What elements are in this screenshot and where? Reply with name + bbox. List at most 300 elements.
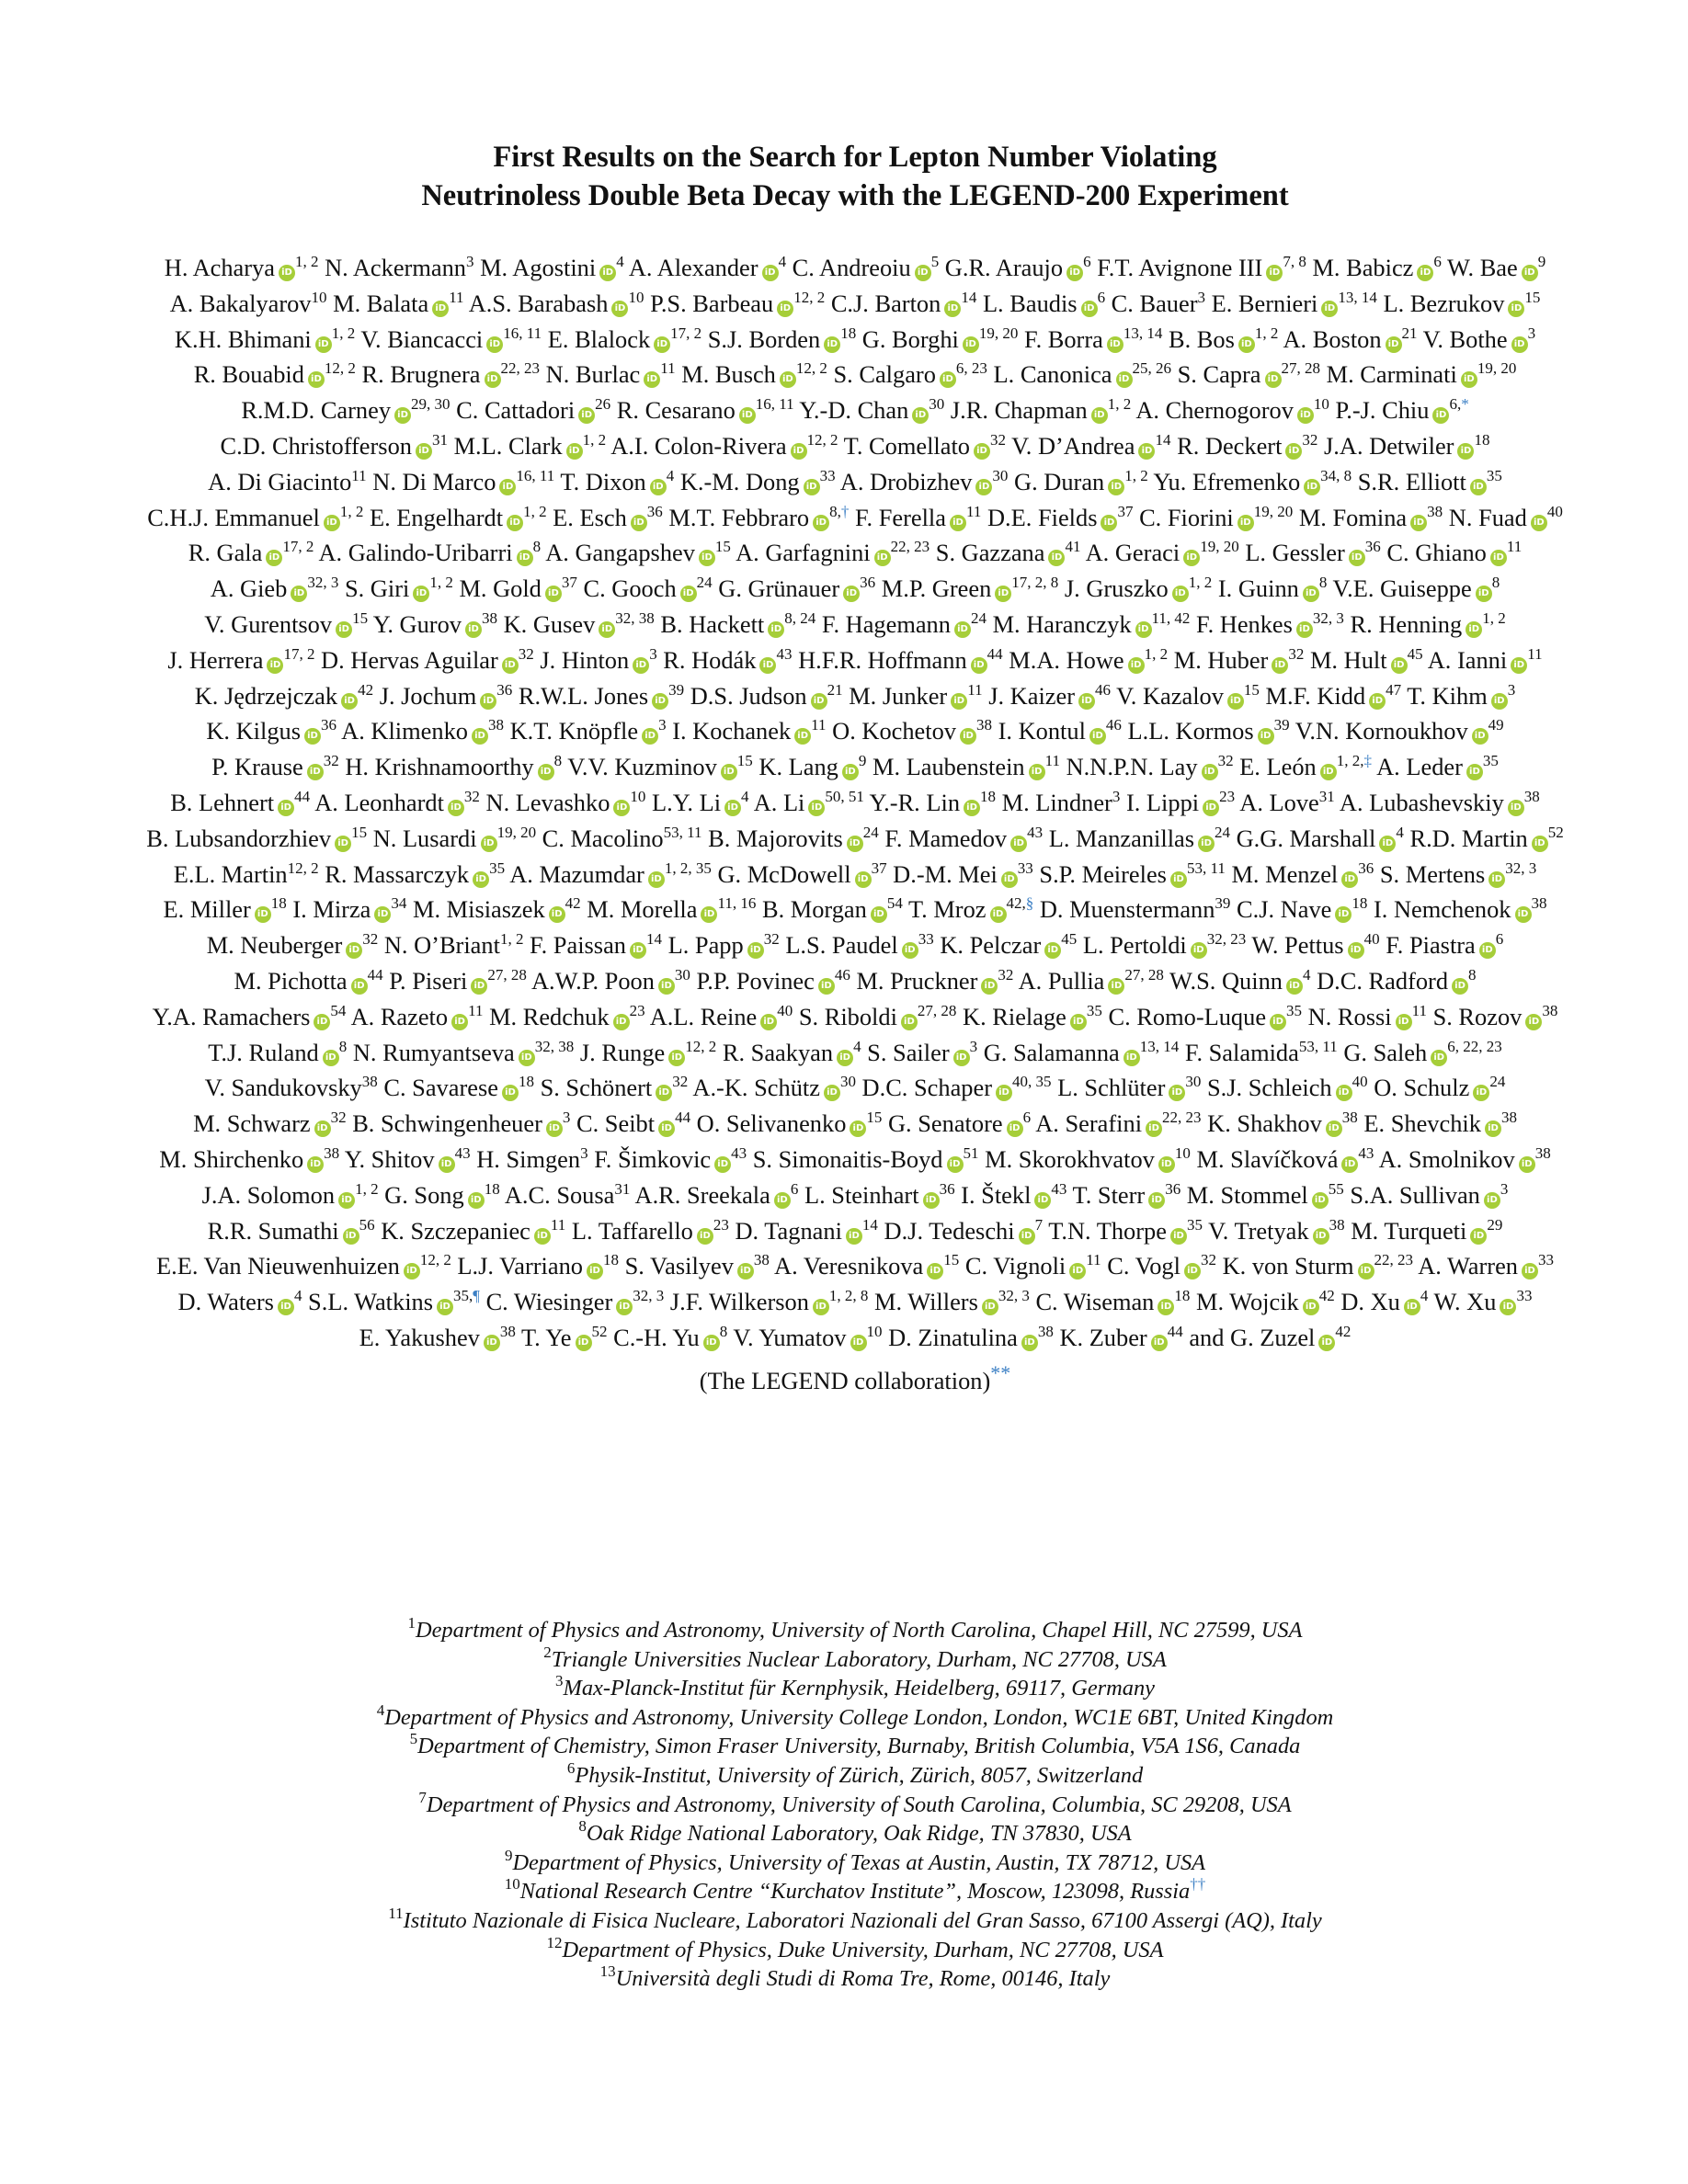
orcid-icon[interactable]: iD: [780, 371, 796, 388]
orcid-icon[interactable]: iD: [1266, 265, 1283, 281]
orcid-icon[interactable]: iD: [1108, 479, 1124, 495]
orcid-icon[interactable]: iD: [451, 1014, 468, 1030]
author-entry: [660, 610, 815, 638]
orcid-icon[interactable]: iD: [1484, 1192, 1500, 1209]
orcid-icon[interactable]: iD: [1034, 1192, 1051, 1209]
orcid-icon[interactable]: iD: [472, 728, 488, 745]
orcid-icon[interactable]: iD: [971, 657, 987, 674]
orcid-icon[interactable]: iD: [549, 906, 565, 923]
orcid-icon[interactable]: iD: [630, 942, 646, 959]
orcid-icon[interactable]: iD: [1001, 871, 1018, 888]
orcid-icon[interactable]: iD: [923, 1192, 940, 1209]
orcid-icon[interactable]: iD: [1191, 942, 1207, 959]
orcid-icon[interactable]: iD: [314, 1120, 331, 1137]
orcid-icon[interactable]: iD: [697, 1228, 713, 1245]
author-entry: [170, 789, 310, 816]
author-name: A. Serafini: [1035, 1109, 1143, 1138]
orcid-icon[interactable]: iD: [566, 443, 583, 460]
orcid-icon[interactable]: iD: [335, 836, 351, 852]
orcid-icon[interactable]: iD: [338, 1192, 355, 1209]
orcid-icon[interactable]: iD: [473, 871, 489, 888]
orcid-icon[interactable]: iD: [1029, 764, 1045, 780]
orcid-icon[interactable]: iD: [1069, 1263, 1086, 1280]
orcid-icon[interactable]: iD: [1508, 301, 1524, 317]
orcid-icon[interactable]: iD: [1183, 550, 1200, 566]
author-name: M. Lindner: [1001, 788, 1112, 816]
orcid-icon[interactable]: iD: [343, 1228, 359, 1245]
orcid-icon[interactable]: iD: [940, 371, 956, 388]
affiliation-index: 13, 14: [1338, 288, 1377, 306]
author-entry: [1324, 432, 1489, 460]
affiliation-entry: [147, 1732, 1563, 1761]
orcid-icon[interactable]: iD: [485, 371, 501, 388]
orcid-icon[interactable]: iD: [1369, 693, 1386, 710]
orcid-icon[interactable]: iD: [1500, 1299, 1516, 1315]
orcid-icon[interactable]: iD: [507, 515, 523, 531]
orcid-icon[interactable]: iD: [947, 1156, 964, 1173]
collaboration-footnote-mark[interactable]: **: [990, 1360, 1011, 1384]
orcid-icon[interactable]: iD: [1089, 728, 1106, 745]
orcid-icon[interactable]: iD: [656, 1085, 672, 1101]
orcid-icon[interactable]: iD: [760, 1014, 777, 1030]
orcid-icon[interactable]: iD: [267, 657, 283, 674]
orcid-icon[interactable]: iD: [1313, 1228, 1329, 1245]
orcid-icon[interactable]: iD: [1044, 942, 1061, 959]
orcid-icon[interactable]: iD: [480, 693, 496, 710]
orcid-icon[interactable]: iD: [538, 764, 554, 780]
orcid-icon[interactable]: iD: [1320, 764, 1337, 780]
orcid-icon[interactable]: iD: [1348, 942, 1364, 959]
orcid-icon[interactable]: iD: [1158, 1299, 1174, 1315]
author-name: T.N. Thorpe: [1048, 1216, 1167, 1245]
orcid-icon[interactable]: iD: [1472, 728, 1488, 745]
orcid-icon[interactable]: iD: [768, 621, 784, 638]
orcid-icon[interactable]: iD: [990, 906, 1007, 923]
orcid-icon[interactable]: iD: [759, 657, 776, 674]
footnote-mark[interactable]: ††: [1190, 1875, 1206, 1894]
orcid-icon[interactable]: iD: [611, 301, 628, 317]
affiliation-index: 42: [358, 680, 374, 699]
orcid-icon[interactable]: iD: [850, 1335, 867, 1351]
orcid-icon[interactable]: iD: [1485, 1120, 1501, 1137]
orcid-icon[interactable]: iD: [341, 693, 358, 710]
orcid-icon[interactable]: iD: [1466, 764, 1483, 780]
orcid-icon[interactable]: iD: [468, 1192, 485, 1209]
orcid-icon[interactable]: iD: [1158, 1156, 1175, 1173]
author-entry: [736, 1217, 878, 1245]
orcid-icon[interactable]: iD: [1270, 1014, 1286, 1030]
author-list: [145, 250, 1565, 1398]
orcid-icon[interactable]: iD: [847, 836, 863, 852]
orcid-icon[interactable]: iD: [481, 836, 497, 852]
orcid-icon[interactable]: iD: [439, 1156, 455, 1173]
author-name: F. Ferella: [854, 503, 946, 531]
author-entry: [870, 789, 997, 816]
orcid-icon[interactable]: iD: [794, 728, 811, 745]
orcid-icon[interactable]: iD: [546, 1120, 563, 1137]
orcid-icon[interactable]: iD: [1138, 443, 1155, 460]
orcid-icon[interactable]: iD: [818, 978, 835, 995]
orcid-icon[interactable]: iD: [927, 1263, 943, 1280]
orcid-icon[interactable]: iD: [1286, 978, 1303, 995]
orcid-icon[interactable]: iD: [1303, 586, 1319, 602]
orcid-icon[interactable]: iD: [633, 657, 649, 674]
orcid-icon[interactable]: iD: [1081, 301, 1098, 317]
orcid-icon[interactable]: iD: [486, 336, 503, 353]
orcid-icon[interactable]: iD: [846, 1228, 862, 1245]
orcid-icon[interactable]: iD: [658, 1120, 675, 1137]
orcid-icon[interactable]: iD: [519, 1050, 535, 1066]
orcid-icon[interactable]: iD: [255, 906, 271, 923]
orcid-icon[interactable]: iD: [808, 800, 825, 816]
footnote-mark[interactable]: ¶: [473, 1287, 480, 1305]
orcid-icon[interactable]: iD: [323, 1050, 339, 1066]
orcid-icon[interactable]: iD: [576, 1335, 592, 1351]
orcid-icon[interactable]: iD: [981, 978, 998, 995]
orcid-icon[interactable]: iD: [960, 728, 976, 745]
orcid-icon[interactable]: iD: [502, 1085, 519, 1101]
orcid-icon[interactable]: iD: [1511, 657, 1527, 674]
orcid-icon[interactable]: iD: [471, 978, 487, 995]
orcid-icon[interactable]: iD: [1457, 443, 1474, 460]
orcid-icon[interactable]: iD: [648, 871, 665, 888]
footnote-mark[interactable]: *: [1461, 395, 1469, 414]
orcid-icon[interactable]: iD: [307, 1156, 324, 1173]
orcid-icon[interactable]: iD: [1519, 1156, 1535, 1173]
orcid-icon[interactable]: iD: [1170, 1228, 1187, 1245]
orcid-icon[interactable]: iD: [1522, 265, 1538, 281]
orcid-icon[interactable]: iD: [448, 800, 464, 816]
affiliation-index: 3: [465, 253, 474, 270]
orcid-icon[interactable]: iD: [874, 550, 891, 566]
orcid-icon[interactable]: iD: [1238, 336, 1255, 353]
orcid-icon[interactable]: iD: [975, 479, 992, 495]
author-name: Y. Gurov: [372, 609, 462, 638]
orcid-icon[interactable]: iD: [1265, 371, 1282, 388]
orcid-icon[interactable]: iD: [915, 265, 931, 281]
orcid-icon[interactable]: iD: [995, 586, 1011, 602]
orcid-icon[interactable]: iD: [1285, 443, 1302, 460]
orcid-icon[interactable]: iD: [1452, 978, 1468, 995]
orcid-icon[interactable]: iD: [680, 586, 697, 602]
orcid-icon[interactable]: iD: [703, 1335, 720, 1351]
orcid-icon[interactable]: iD: [1431, 1050, 1447, 1066]
orcid-icon[interactable]: iD: [954, 621, 971, 638]
affiliation-index: 15: [736, 752, 753, 770]
orcid-icon[interactable]: iD: [1391, 657, 1408, 674]
orcid-icon[interactable]: iD: [668, 1050, 685, 1066]
orcid-icon[interactable]: iD: [944, 301, 961, 317]
orcid-icon[interactable]: iD: [324, 515, 340, 531]
orcid-icon[interactable]: iD: [336, 621, 352, 638]
orcid-icon[interactable]: iD: [777, 301, 793, 317]
orcid-icon[interactable]: iD: [1146, 1120, 1162, 1137]
orcid-icon[interactable]: iD: [1341, 1156, 1358, 1173]
orcid-icon[interactable]: iD: [644, 371, 660, 388]
affiliation-index: 23: [629, 1001, 645, 1019]
affiliation-index: 18: [1352, 894, 1368, 913]
orcid-icon[interactable]: iD: [714, 1156, 731, 1173]
orcid-icon[interactable]: iD: [1488, 871, 1505, 888]
orcid-icon[interactable]: iD: [901, 1014, 918, 1030]
orcid-icon[interactable]: iD: [1169, 1085, 1185, 1101]
orcid-icon[interactable]: iD: [1107, 336, 1123, 353]
orcid-icon[interactable]: iD: [1272, 657, 1288, 674]
orcid-icon[interactable]: iD: [1466, 621, 1482, 638]
orcid-icon[interactable]: iD: [824, 336, 840, 353]
orcid-icon[interactable]: iD: [721, 764, 737, 780]
orcid-icon[interactable]: iD: [502, 657, 519, 674]
orcid-icon[interactable]: iD: [1172, 586, 1189, 602]
orcid-icon[interactable]: iD: [1237, 515, 1254, 531]
affiliation-index: 44: [1167, 1322, 1183, 1340]
orcid-icon[interactable]: iD: [1227, 693, 1244, 710]
orcid-icon[interactable]: iD: [950, 515, 966, 531]
orcid-icon[interactable]: iD: [1473, 1085, 1489, 1101]
orcid-icon[interactable]: iD: [1476, 586, 1492, 602]
orcid-icon[interactable]: iD: [912, 407, 929, 424]
orcid-icon[interactable]: iD: [315, 336, 332, 353]
orcid-icon[interactable]: iD: [346, 942, 362, 959]
orcid-icon[interactable]: iD: [964, 800, 980, 816]
orcid-icon[interactable]: iD: [963, 336, 979, 353]
orcid-icon[interactable]: iD: [1410, 515, 1427, 531]
affiliation-index: 27, 28: [1281, 359, 1320, 378]
orcid-icon[interactable]: iD: [1148, 1192, 1165, 1209]
orcid-icon[interactable]: iD: [1108, 978, 1124, 995]
orcid-icon[interactable]: iD: [1479, 942, 1496, 959]
orcid-icon[interactable]: iD: [701, 906, 717, 923]
orcid-icon[interactable]: iD: [413, 586, 429, 602]
orcid-icon[interactable]: iD: [437, 1299, 453, 1315]
orcid-icon[interactable]: iD: [1135, 621, 1152, 638]
orcid-icon[interactable]: iD: [1007, 1120, 1023, 1137]
orcid-icon[interactable]: iD: [616, 1299, 633, 1315]
orcid-icon[interactable]: iD: [1515, 906, 1532, 923]
orcid-icon[interactable]: iD: [1531, 515, 1547, 531]
affiliation-index: 24: [862, 823, 879, 841]
orcid-icon[interactable]: iD: [1321, 301, 1338, 317]
orcid-icon[interactable]: iD: [1116, 371, 1133, 388]
orcid-icon[interactable]: iD: [762, 265, 779, 281]
orcid-icon[interactable]: iD: [650, 479, 667, 495]
orcid-icon[interactable]: iD: [291, 586, 307, 602]
author-entry: [1434, 1288, 1533, 1315]
orcid-icon[interactable]: iD: [1258, 728, 1274, 745]
author-entry: [1212, 290, 1377, 317]
author-name: F.T. Avignone III: [1097, 254, 1263, 281]
affiliation-index: 6, 22, 23: [1447, 1037, 1502, 1055]
orcid-icon[interactable]: iD: [1312, 1192, 1329, 1209]
footnote-mark[interactable]: §: [1025, 894, 1034, 913]
orcid-icon[interactable]: iD: [951, 693, 967, 710]
orcid-icon[interactable]: iD: [902, 942, 918, 959]
orcid-icon[interactable]: iD: [1078, 693, 1095, 710]
orcid-icon[interactable]: iD: [1336, 1085, 1352, 1101]
orcid-icon[interactable]: iD: [416, 443, 432, 460]
orcid-icon[interactable]: iD: [699, 550, 715, 566]
footnote-mark[interactable]: ‡: [1363, 752, 1372, 770]
orcid-icon[interactable]: iD: [1184, 1263, 1201, 1280]
orcid-icon[interactable]: iD: [1304, 479, 1320, 495]
orcid-icon[interactable]: iD: [1123, 1050, 1140, 1066]
orcid-icon[interactable]: iD: [871, 906, 887, 923]
orcid-icon[interactable]: iD: [404, 1263, 420, 1280]
footnote-mark[interactable]: †: [840, 502, 850, 520]
orcid-icon[interactable]: iD: [1379, 836, 1396, 852]
orcid-icon[interactable]: iD: [499, 479, 516, 495]
affiliation-index: 1, 2, 35: [664, 859, 712, 877]
author-entry: [234, 967, 382, 995]
orcid-icon[interactable]: iD: [266, 550, 282, 566]
orcid-icon[interactable]: iD: [837, 1050, 853, 1066]
orcid-icon[interactable]: iD: [1303, 1299, 1319, 1315]
orcid-icon[interactable]: iD: [739, 407, 756, 424]
orcid-icon[interactable]: iD: [1198, 836, 1215, 852]
orcid-icon[interactable]: iD: [1202, 764, 1218, 780]
author-name: C. Seibt: [576, 1109, 656, 1138]
orcid-icon[interactable]: iD: [747, 942, 764, 959]
orcid-icon[interactable]: iD: [587, 1263, 603, 1280]
author-name: E. Esch: [553, 503, 627, 531]
affiliation-index: 4: [741, 787, 749, 805]
orcid-icon[interactable]: iD: [1341, 871, 1358, 888]
orcid-icon[interactable]: iD: [517, 550, 533, 566]
orcid-icon[interactable]: iD: [351, 978, 368, 995]
orcid-icon[interactable]: iD: [737, 1263, 754, 1280]
orcid-icon[interactable]: iD: [613, 1014, 630, 1030]
orcid-icon[interactable]: iD: [1326, 1120, 1342, 1137]
author-name: M. Schwarz: [193, 1109, 311, 1138]
orcid-icon[interactable]: iD: [1318, 1335, 1335, 1351]
orcid-icon[interactable]: iD: [1349, 550, 1365, 566]
orcid-icon[interactable]: iD: [308, 371, 325, 388]
orcid-icon[interactable]: iD: [1358, 1263, 1374, 1280]
orcid-icon[interactable]: iD: [1091, 407, 1108, 424]
orcid-icon[interactable]: iD: [813, 515, 829, 531]
orcid-icon[interactable]: iD: [953, 1050, 970, 1066]
author-name: I. Nemchenok: [1374, 895, 1511, 924]
affiliation-index: 42,: [1006, 894, 1026, 913]
orcid-icon[interactable]: iD: [314, 1014, 330, 1030]
orcid-icon[interactable]: iD: [843, 586, 860, 602]
orcid-icon[interactable]: iD: [1101, 515, 1117, 531]
author-name: J.A. Detwiler: [1324, 431, 1454, 460]
affiliation-index: 18: [980, 787, 997, 805]
orcid-icon[interactable]: iD: [813, 1299, 829, 1315]
orcid-icon[interactable]: iD: [1522, 1263, 1538, 1280]
orcid-icon[interactable]: iD: [278, 800, 294, 816]
orcid-icon[interactable]: iD: [1296, 621, 1313, 638]
orcid-icon[interactable]: iD: [631, 515, 647, 531]
orcid-icon[interactable]: iD: [307, 764, 324, 780]
orcid-icon[interactable]: iD: [1021, 1335, 1038, 1351]
orcid-icon[interactable]: iD: [1404, 1299, 1420, 1315]
orcid-icon[interactable]: iD: [1461, 371, 1477, 388]
orcid-icon[interactable]: iD: [982, 1299, 998, 1315]
orcid-icon[interactable]: iD: [654, 336, 670, 353]
orcid-icon[interactable]: iD: [1470, 1228, 1487, 1245]
affiliation-index: 8: [532, 538, 542, 556]
orcid-icon[interactable]: iD: [804, 479, 820, 495]
orcid-icon[interactable]: iD: [304, 728, 321, 745]
orcid-icon[interactable]: iD: [855, 871, 872, 888]
orcid-icon[interactable]: iD: [1417, 265, 1433, 281]
affiliation-index: 4: [666, 466, 675, 484]
orcid-icon[interactable]: iD: [578, 407, 595, 424]
orcid-icon[interactable]: iD: [1297, 407, 1314, 424]
arxiv-stamp: [48, 1048, 112, 1112]
orcid-icon[interactable]: iD: [850, 1120, 866, 1137]
orcid-icon[interactable]: iD: [1491, 693, 1508, 710]
orcid-icon[interactable]: iD: [824, 1085, 840, 1101]
orcid-icon[interactable]: iD: [545, 586, 562, 602]
orcid-icon[interactable]: iD: [652, 693, 668, 710]
affiliation-index: 32, 38: [534, 1037, 575, 1055]
affiliation-index: 10: [866, 1322, 883, 1340]
orcid-icon[interactable]: iD: [599, 621, 615, 638]
affiliation-index: 9: [1537, 253, 1546, 270]
author-entry: [325, 254, 473, 281]
author-entry: [531, 967, 690, 995]
orcid-icon[interactable]: iD: [465, 621, 482, 638]
orcid-icon[interactable]: iD: [1386, 336, 1402, 353]
orcid-icon[interactable]: iD: [1203, 800, 1219, 816]
orcid-icon[interactable]: iD: [1511, 336, 1528, 353]
orcid-icon[interactable]: iD: [432, 301, 449, 317]
orcid-icon[interactable]: iD: [1396, 1014, 1412, 1030]
orcid-icon[interactable]: iD: [1070, 1014, 1087, 1030]
orcid-icon[interactable]: iD: [279, 265, 295, 281]
orcid-icon[interactable]: iD: [791, 443, 807, 460]
orcid-icon[interactable]: iD: [1490, 550, 1507, 566]
author-entry: [567, 753, 753, 780]
orcid-icon[interactable]: iD: [658, 978, 675, 995]
orcid-icon[interactable]: iD: [1066, 265, 1083, 281]
orcid-icon[interactable]: iD: [1019, 1228, 1035, 1245]
author-entry: [680, 468, 836, 495]
orcid-icon[interactable]: iD: [1532, 836, 1548, 852]
orcid-icon[interactable]: iD: [1010, 836, 1027, 852]
orcid-icon[interactable]: iD: [278, 1299, 294, 1315]
orcid-icon[interactable]: iD: [1525, 1014, 1542, 1030]
orcid-icon[interactable]: iD: [1508, 800, 1524, 816]
orcid-icon[interactable]: iD: [811, 693, 827, 710]
orcid-icon[interactable]: iD: [724, 800, 741, 816]
orcid-icon[interactable]: iD: [1170, 871, 1187, 888]
orcid-icon[interactable]: iD: [642, 728, 658, 745]
orcid-icon[interactable]: iD: [394, 407, 411, 424]
orcid-icon[interactable]: iD: [1335, 906, 1352, 923]
orcid-icon[interactable]: iD: [1432, 407, 1449, 424]
orcid-icon[interactable]: iD: [974, 443, 990, 460]
orcid-icon[interactable]: iD: [374, 906, 391, 923]
orcid-icon[interactable]: iD: [1048, 550, 1065, 566]
orcid-icon[interactable]: iD: [613, 800, 630, 816]
affiliation-index: 54: [330, 1001, 347, 1019]
author-name: L. Bezrukov: [1383, 289, 1505, 317]
orcid-icon[interactable]: iD: [599, 265, 616, 281]
orcid-icon[interactable]: iD: [484, 1335, 500, 1351]
orcid-icon[interactable]: iD: [996, 1085, 1012, 1101]
orcid-icon[interactable]: iD: [774, 1192, 791, 1209]
orcid-icon[interactable]: iD: [842, 764, 859, 780]
orcid-icon[interactable]: iD: [1128, 657, 1145, 674]
author-entry: [1073, 1181, 1181, 1209]
orcid-icon[interactable]: iD: [534, 1228, 551, 1245]
orcid-icon[interactable]: iD: [1470, 479, 1487, 495]
orcid-icon[interactable]: iD: [1151, 1335, 1168, 1351]
